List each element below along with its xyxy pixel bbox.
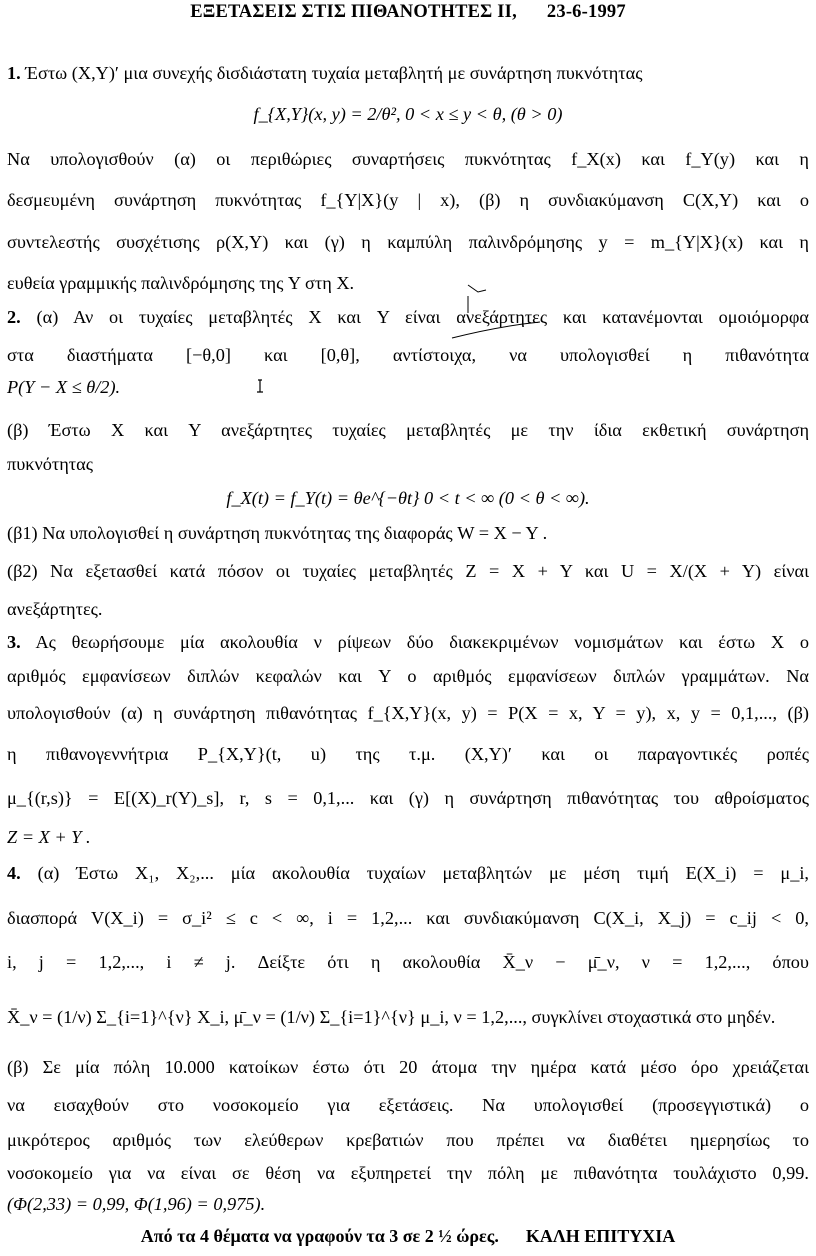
q4-number: 4. xyxy=(7,863,21,883)
exam-date: 23-6-1997 xyxy=(546,2,626,22)
q2-b1: (β1) Να υπολογισθεί η συνάρτηση πυκνότητας της διαφοράς W = X − Y . xyxy=(7,523,548,543)
exam-title-text: ΕΞΕΤΑΣΕΙΣ ΣΤΙΣ ΠΙΘΑΝΟΤΗΤΕΣ ΙΙ, xyxy=(190,2,517,22)
q1-line-5: ευθεία γραμμικής παλινδρόμησης της Y στη X. xyxy=(7,273,355,293)
q1-line-3: δεσμευμένη συνάρτηση πυκνότητας f_{Y|X}(y | x), (β) η συνδιακύμανση C(X,Y) και ο xyxy=(7,190,809,210)
q2-line-5: πυκνότητας xyxy=(7,454,93,474)
pen-mark-1 xyxy=(468,285,486,292)
q4-text-1: (α) Έστω X₁, X₂,... μία ακολουθία τυχαίων μεταβλητών με μέση τιμή E(X_i) = μ_i, xyxy=(37,863,810,883)
q3-line-4: η πιθανογεννήτρια P_{X,Y}(t, u) της τ.μ. (X,Y)′ και οι παραγοντικές ροπές xyxy=(7,744,809,764)
q3-line-3: υπολογισθούν (α) η συνάρτηση πιθανότητας f_{X,Y}(x, y) = P(X = x, Y = y), x, y = 0,1,..., (β) xyxy=(7,703,809,723)
q4-line-3: i, j = 1,2,..., i ≠ j. Δείξτε ότι η ακολουθία X̄_ν − μ̄_ν, ν = 1,2,..., όπου xyxy=(7,952,809,972)
q1-text-1: Έστω (X,Y)′ μια συνεχής δισδιάστατη τυχαία μεταβλητή με συνάρτηση πυκνότητας xyxy=(25,63,643,83)
q4-b4: νοσοκομείο για να είναι σε θέση να εξυπηρετεί την πόλη με πιθανότητα τουλάχιστο 0,99. xyxy=(7,1163,809,1183)
q2-line-2: στα διαστήματα [−θ,0] και [0,θ], αντίστοιχα, να υπολογισθεί η πιθανότητα xyxy=(7,345,809,365)
footer-instructions: Από τα 4 θέματα να γραφούν τα 3 σε 2 ½ ώρες. xyxy=(140,1226,499,1246)
q3-text-1: Ας θεωρήσουμε μία ακολουθία ν ρίψεων δύο διακεκριμένων νομισμάτων και έστω X ο xyxy=(35,632,809,652)
q1-line-4: συντελεστής συσχέτισης ρ(X,Y) και (γ) η καμπύλη παλινδρόμησης y = m_{Y|X}(x) και η xyxy=(7,232,809,252)
q4-b3: μικρότερος αριθμός των ελεύθερων κρεβατιών που πρέπει να διαθέτει ημερησίως το xyxy=(7,1130,809,1150)
q3-number: 3. xyxy=(7,632,21,652)
q3-line-5: μ_{(r,s)} = E[(X)_r(Y)_s], r, s = 0,1,... και (γ) η συνάρτηση πιθανότητας του αθροίσματος xyxy=(7,788,809,808)
q2-number: 2. xyxy=(7,307,21,327)
q4-line-4: X̄_ν = (1/ν) Σ_{i=1}^{ν} X_i, μ̄_ν = (1/ν) Σ_{i=1}^{ν} μ_i, ν = 1,2,..., συγκλίνει στοχαστικά στο μηδέν. xyxy=(7,1007,776,1027)
q1-formula: f_{X,Y}(x, y) = 2/θ², 0 < x ≤ y < θ, (θ > 0) xyxy=(253,104,563,124)
q4-b2: να εισαχθούν στο νοσοκομείο για εξετάσεις. Να υπολογισθεί (προσεγγιστικά) ο xyxy=(7,1095,809,1115)
pen-mark-2 xyxy=(452,322,540,338)
q4-b1: (β) Σε μία πόλη 10.000 κατοίκων έστω ότι 20 άτομα την ημέρα κατά μέσο όρο χρειάζεται xyxy=(7,1057,809,1077)
q2-text-1: (α) Αν οι τυχαίες μεταβλητές X και Y είναι ανεξάρτητες και κατανέμονται ομοιόμορφα xyxy=(36,307,809,327)
q2-line-3: P(Y − X ≤ θ/2). xyxy=(7,377,121,397)
q1-line-2: Να υπολογισθούν (α) οι περιθώριες συναρτήσεις πυκνότητας f_X(x) και f_Y(y) και η xyxy=(7,149,809,169)
q2-b2-cont: ανεξάρτητες. xyxy=(7,599,103,619)
q4-b5: (Φ(2,33) = 0,99, Φ(1,96) = 0,975). xyxy=(7,1194,266,1214)
pen-mark-4 xyxy=(257,380,263,392)
q2-line-4: (β) Έστω X και Y ανεξάρτητες τυχαίες μεταβλητές με την ίδια εκθετική συνάρτηση xyxy=(7,420,809,440)
footer-wish: ΚΑΛΗ ΕΠΙΤΥΧΙΑ xyxy=(525,1226,676,1246)
q3-line-2: αριθμός εμφανίσεων διπλών κεφαλών και Y ο αριθμός εμφανίσεων διπλών γραμμάτων. Να xyxy=(7,666,809,686)
q4-line-2: διασπορά V(X_i) = σ_i² ≤ c < ∞, i = 1,2,... και συνδιακύμανση C(X_i, X_j) = c_ij < 0, xyxy=(7,908,809,928)
q2-formula: f_X(t) = f_Y(t) = θe^{−θt} 0 < t < ∞ (0 < θ < ∞). xyxy=(226,488,590,508)
q2-b2: (β2) Να εξετασθεί κατά πόσον οι τυχαίες μεταβλητές Z = X + Y και U = X/(X + Y) είναι xyxy=(7,561,809,581)
q1-number: 1. xyxy=(7,63,21,83)
q3-line-6: Z = X + Y . xyxy=(7,827,91,847)
